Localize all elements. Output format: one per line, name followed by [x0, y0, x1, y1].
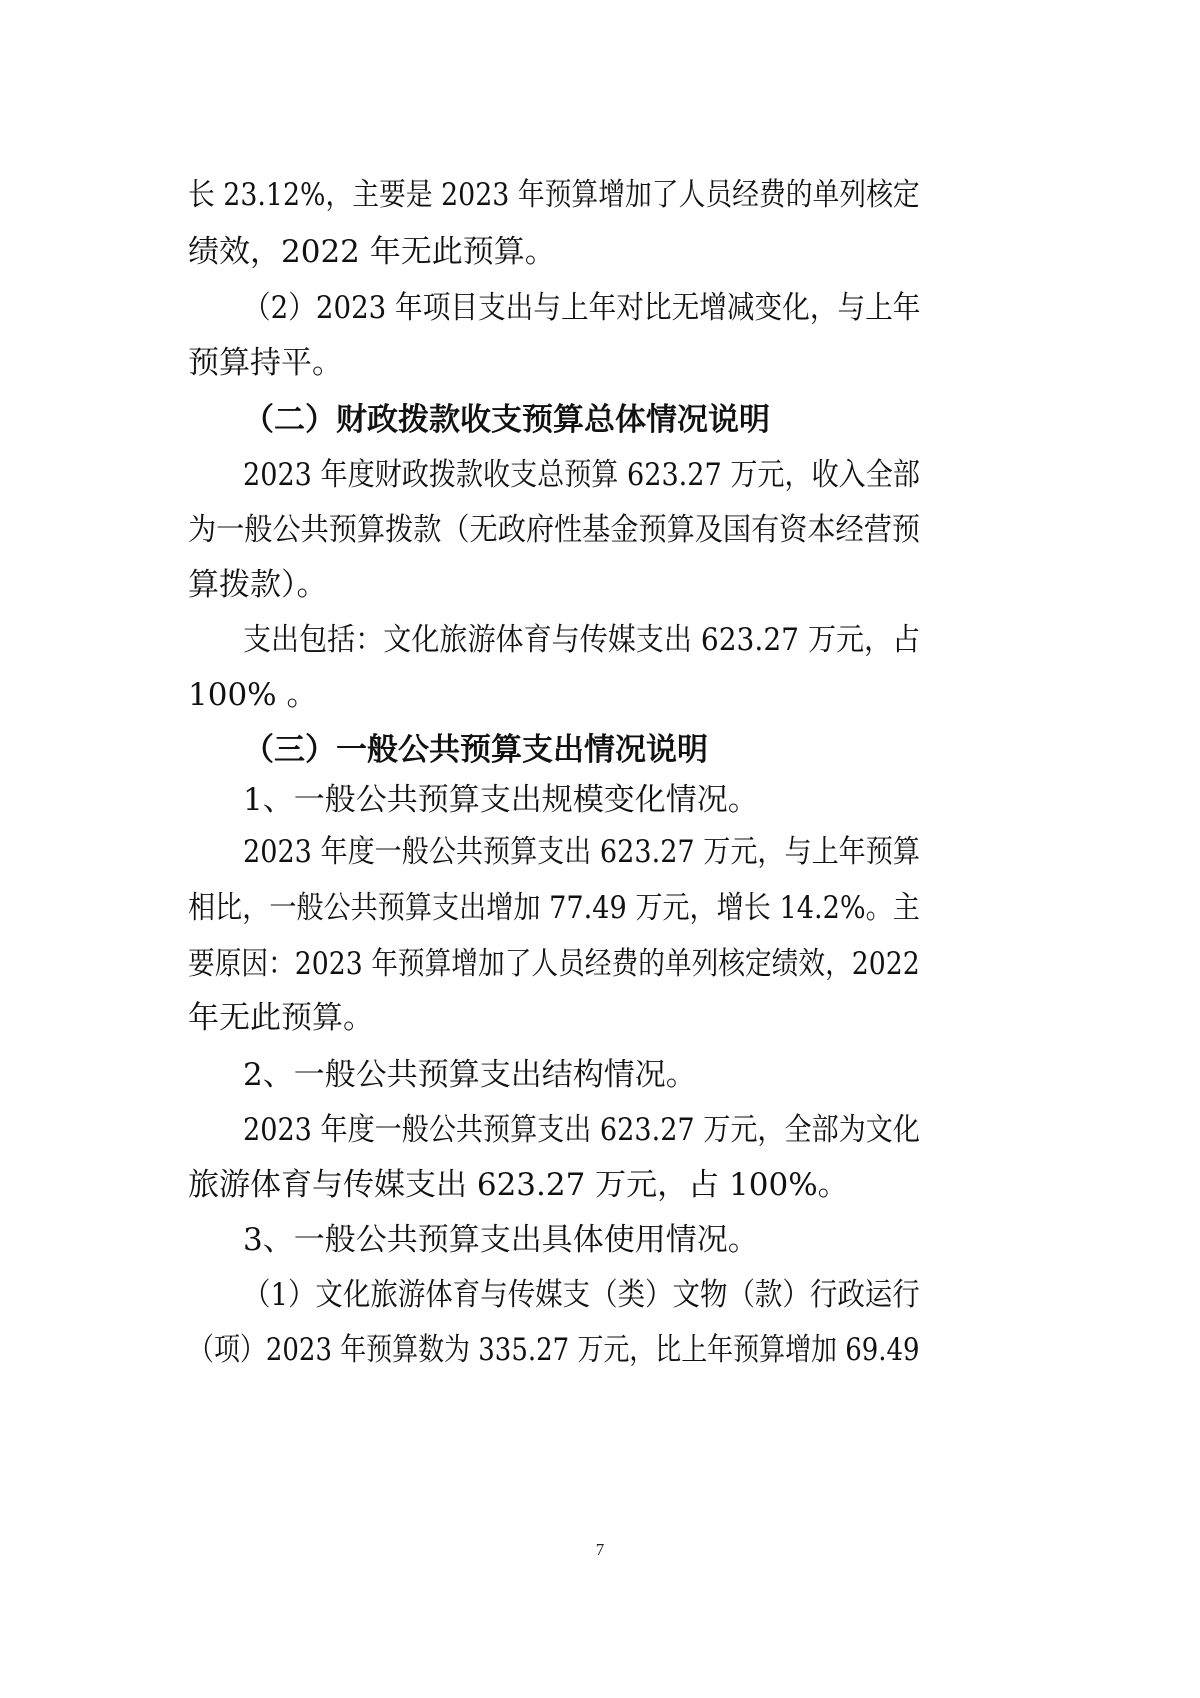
text-line [0, 878, 1200, 938]
text-line [0, 1320, 1200, 1380]
heading-text: （二）财政拨款收支预算总体情况说明 [243, 402, 770, 438]
text-line [0, 222, 1200, 282]
text-line [0, 333, 1200, 393]
line-text: 2023 年度一般公共预算支出 623.27 万元，全部为文化 [243, 1112, 920, 1148]
line-text: 算拨款）。 [188, 567, 328, 603]
line-text: 3、一般公共预算支出具体使用情况。 [243, 1222, 759, 1258]
line-text: 支出包括：文化旅游体育与传媒支出 623.27 万元，占 [243, 622, 921, 658]
text-line [0, 555, 1200, 615]
page-number: 7 [595, 1540, 605, 1559]
text-line [0, 445, 1200, 505]
text-line [0, 1210, 1200, 1270]
line-text: 绩效，2022 年无此预算。 [188, 234, 556, 270]
text-line [0, 1045, 1200, 1105]
text-line [0, 934, 1200, 994]
line-text: 2023 年度财政拨款收支总预算 623.27 万元，收入全部 [243, 457, 920, 493]
text-line [0, 500, 1200, 560]
text-line [0, 822, 1200, 882]
line-text: 2023 年度一般公共预算支出 623.27 万元，与上年预算 [243, 834, 920, 870]
line-text: 年无此预算。 [188, 1000, 374, 1036]
line-text: 100% 。 [188, 677, 318, 713]
text-line [0, 1155, 1200, 1215]
line-text: 为一般公共预算拨款（无政府性基金预算及国有资本经营预 [188, 512, 921, 548]
text-line [0, 1100, 1200, 1160]
text-line [0, 278, 1200, 338]
line-text: 预算持平。 [188, 345, 343, 381]
line-text: 旅游体育与传媒支出 623.27 万元，占 100%。 [188, 1167, 849, 1203]
text-line [0, 770, 1200, 830]
line-text: 2、一般公共预算支出结构情况。 [243, 1057, 697, 1093]
line-text: （1）文化旅游体育与传媒支（类）文物（款）行政运行 [243, 1277, 920, 1313]
text-line [0, 610, 1200, 670]
text-line [0, 1265, 1200, 1325]
text-line [0, 665, 1200, 725]
text-line [0, 165, 1200, 225]
line-text: 长 23.12%，主要是 2023 年预算增加了人员经费的单列核定 [188, 177, 920, 213]
line-text: 相比，一般公共预算支出增加 77.49 万元，增长 14.2%。主 [188, 890, 920, 926]
line-text: 1、一般公共预算支出规模变化情况。 [243, 782, 759, 818]
line-text: 要原因：2023 年预算增加了人员经费的单列核定绩效，2022 [188, 946, 920, 982]
section-heading [0, 390, 1200, 450]
text-line [0, 988, 1200, 1048]
heading-text: （三）一般公共预算支出情况说明 [243, 732, 708, 768]
line-text: （2）2023 年项目支出与上年对比无增减变化，与上年 [243, 290, 921, 326]
line-text: （项）2023 年预算数为 335.27 万元，比上年预算增加 69.49 [188, 1332, 920, 1368]
